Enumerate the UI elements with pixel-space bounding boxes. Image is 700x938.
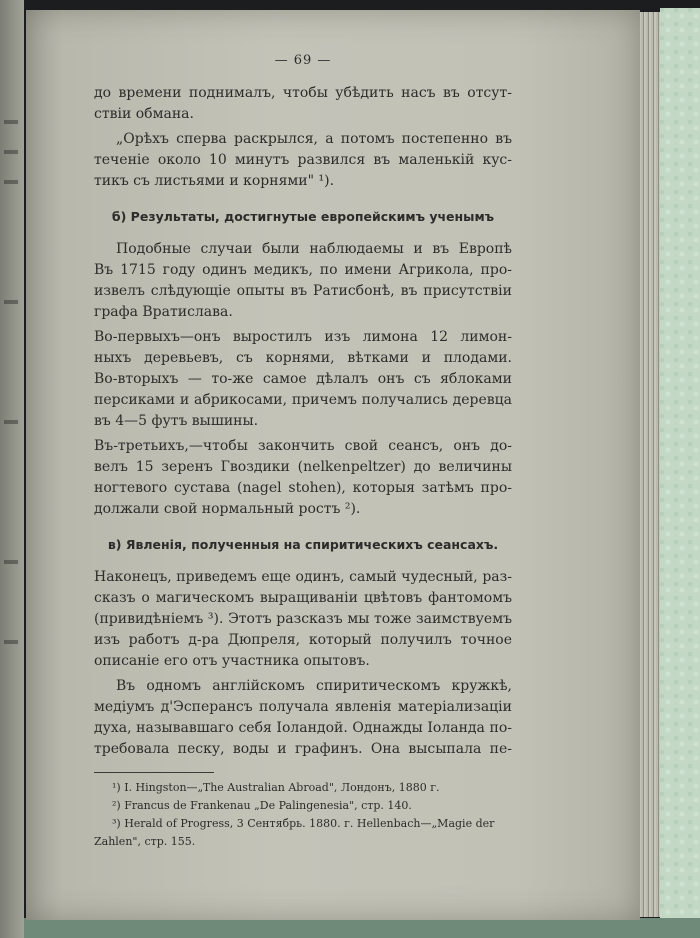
section-heading-b: б) Результаты, достигнутые европейскимъ ученымъ: [111, 209, 495, 224]
text-line: медіумъ д'Эсперансъ получала явленія матеріализаціи: [94, 699, 512, 715]
text-line: Во-первыхъ—онъ выростилъ изъ лимона 12 лимон-: [94, 329, 512, 345]
text-line: Наконецъ, приведемъ еще одинъ, самый чудесный, раз-: [94, 569, 512, 585]
text-line: до времени поднималъ, чтобы убѣдить насъ въ отсут-: [94, 85, 512, 101]
footnote-3-continued: Zahlen", стр. 155.: [94, 835, 196, 848]
text-line: Подобные случаи были наблюдаемы и въ Европѣ: [116, 241, 512, 257]
text-line: велъ 15 зеренъ Гвоздики (nelkenpeltzer) до величины: [94, 459, 512, 475]
text-line: Въ 1715 году одинъ медикъ, по имени Агрикола, про-: [94, 262, 512, 278]
section-heading-v: в) Явленія, полученныя на спиритическихъ сеансахъ.: [107, 537, 499, 552]
book-cover-bottom: [24, 918, 700, 938]
text-line: тикъ съ листьями и корнями" ¹).: [94, 173, 335, 189]
text-line: теченіе около 10 минутъ развился въ маленькій кус-: [94, 152, 512, 168]
text-line: духа, называвшаго себя Іоландой. Однажды Іоланда по-: [94, 720, 512, 736]
footnote-divider: [94, 772, 214, 773]
text-line: въ 4—5 футъ вышины.: [94, 413, 259, 429]
paragraph-4: [94, 327, 512, 432]
text-line: ствіи обмана.: [94, 106, 194, 122]
footnotes: [94, 779, 512, 851]
paragraph-1: [94, 83, 512, 125]
book-cover-right: [660, 8, 700, 923]
text-line: Во-вторыхъ — то-же самое дѣлалъ онъ съ яблоками: [94, 371, 512, 387]
footnote-1: ¹) I. Hingston—„The Australian Abroad", Лондонъ, 1880 г.: [112, 781, 440, 794]
text-line: ногтевого сустава (nagel stohen), которыя затѣмъ про-: [94, 480, 512, 496]
text-line: „Орѣхъ сперва раскрылся, а потомъ постепенно въ: [116, 131, 512, 147]
text-line: Въ одномъ англійскомъ спиритическомъ кружкѣ,: [116, 678, 512, 694]
text-line: (привидѣніемъ ³). Этотъ разсказъ мы тоже заимствуемъ: [94, 611, 512, 627]
footnote-2: ²) Francus de Frankenau „De Palingenesia", стр. 140.: [112, 799, 412, 812]
text-line: изъ работъ д-ра Дюпреля, который получилъ точное: [94, 632, 512, 648]
paragraph-3: [94, 239, 512, 323]
footnote-3: ³) Herald of Progress, 3 Сентябрь. 1880. г. Hellenbach—„Magie der: [112, 817, 495, 830]
text-line: персиками и абрикосами, причемъ получались деревца: [94, 392, 512, 408]
paragraph-5: [94, 436, 512, 520]
text-line: должали свой нормальный ростъ ²).: [94, 501, 361, 517]
text-line: описаніе его отъ участника опытовъ.: [94, 653, 370, 669]
text-line: графа Вратислава.: [94, 304, 233, 320]
page-text: [94, 50, 512, 851]
left-page-edge: [0, 0, 24, 938]
page-number: — 69 —: [274, 53, 332, 68]
text-line: ныхъ деревьевъ, съ корнями, вѣтками и плодами.: [94, 350, 512, 366]
text-line: требовала песку, воды и графинъ. Она высыпала пе-: [94, 741, 512, 757]
text-line: извелъ слѣдующіе опыты въ Ратисбонѣ, въ присутствіи: [94, 283, 512, 299]
paragraph-2: [94, 129, 512, 192]
paragraph-7: [94, 676, 512, 760]
paragraph-6: [94, 567, 512, 672]
text-line: сказъ о магическомъ выращиваніи цвѣтовъ фантомомъ: [94, 590, 512, 606]
text-line: Въ-третьихъ,—чтобы закончить свой сеансъ, онъ до-: [94, 438, 512, 454]
